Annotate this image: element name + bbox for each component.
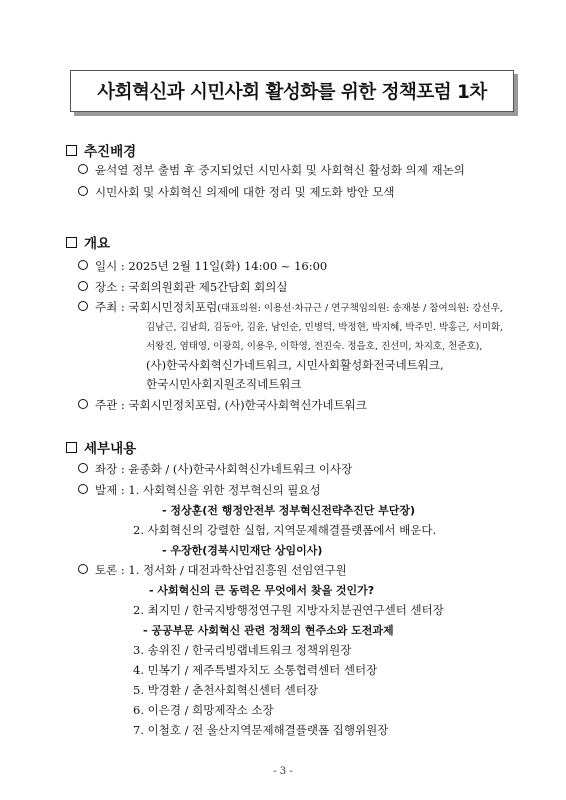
page-number: - 3 - xyxy=(273,766,293,777)
background-item-2: 시민사회 및 사회혁신 의제에 대한 정리 및 제도화 방안 모색 xyxy=(78,185,395,200)
details-presentation: 발제 : 1. 사회혁신을 위한 정부혁신의 필요성 xyxy=(78,483,321,498)
discussion-2-topic: - 공공부문 사회혁신 관련 정책의 현주소와 도전과제 xyxy=(143,624,394,637)
section-details-heading: 세부내용 xyxy=(66,437,136,457)
discussion-4: 4. 민복기 / 제주특별자치도 소통협력센터 센터장 xyxy=(133,663,378,677)
discussion-2: 2. 최지민 / 한국지방행정연구원 지방자치분권연구센터 센터장 xyxy=(133,603,444,617)
circle-bullet-icon xyxy=(78,399,88,409)
discussion-6: 6. 이은경 / 희망제작소 소장 xyxy=(133,703,274,717)
circle-bullet-icon xyxy=(78,301,88,311)
presentation-2-speaker: - 우장한(경북시민재단 상임이사) xyxy=(162,544,323,557)
section-overview-heading: 개요 xyxy=(66,232,110,252)
square-bullet-icon xyxy=(66,237,77,248)
overview-date: 일시 : 2025년 2월 11일(화) 14:00 ~ 16:00 xyxy=(78,259,327,274)
overview-host-orgs-2: 한국시민사회지원조직네트워크 xyxy=(146,377,302,391)
circle-bullet-icon xyxy=(78,186,88,196)
background-item-1: 윤석열 정부 출범 후 중지되었던 시민사회 및 사회혁신 활성화 의제 재논의 xyxy=(78,163,465,178)
overview-place: 장소 : 국회의원회관 제5간담회 회의실 xyxy=(78,280,287,295)
document-title: 사회혁신과 시민사회 활성화를 위한 정책포럼 1차 xyxy=(97,82,487,103)
circle-bullet-icon xyxy=(78,564,88,574)
overview-host-members-3: 서왕진, 염태영, 이광희, 이용우, 이학영, 전진숙. 정을호, 진선미, 차지호, 천준호), xyxy=(146,341,483,352)
section-background-heading: 추진배경 xyxy=(66,140,136,160)
discussion-1-topic: - 사회혁신의 큰 동력은 무엇에서 찾을 것인가? xyxy=(149,584,375,597)
circle-bullet-icon xyxy=(78,484,88,494)
circle-bullet-icon xyxy=(78,164,88,174)
circle-bullet-icon xyxy=(78,260,88,270)
discussion-5: 5. 박경환 / 춘천사회혁신센터 센터장 xyxy=(133,683,318,697)
overview-host-members-2: 김남근, 김남희, 김동아, 김윤, 남인순, 민병덕, 박정현, 박지혜, 박주민. 박홍근, 서미화, xyxy=(146,322,504,333)
overview-organizer: 주관 : 국회시민정치포럼, (사)한국사회혁신가네트워크 xyxy=(78,398,367,413)
details-discussion: 토론 : 1. 정서화 / 대전과학산업진흥원 선임연구원 xyxy=(78,563,347,578)
presentation-2: 2. 사회혁신의 강렬한 실험, 지역문제해결플랫폼에서 배운다. xyxy=(133,523,437,537)
square-bullet-icon xyxy=(66,145,77,156)
overview-host: 주최 : 국회시민정치포럼(대표의원: 이용선·차규근 / 연구책임의원: 송재봉 / 참여의원: 강선우, xyxy=(78,300,503,316)
presentation-1-speaker: - 정상훈(전 행정안전부 정부혁신전략추진단 부단장) xyxy=(162,504,416,517)
document-title-box xyxy=(70,70,514,112)
circle-bullet-icon xyxy=(78,281,88,291)
square-bullet-icon xyxy=(66,442,77,453)
overview-host-orgs-1: (사)한국사회혁신가네트워크, 시민사회활성화전국네트워크, xyxy=(146,358,444,372)
discussion-7: 7. 이철호 / 전 울산지역문제해결플랫폼 집행위원장 xyxy=(133,723,389,737)
circle-bullet-icon xyxy=(78,463,88,473)
details-chair: 좌장 : 윤종화 / (사)한국사회혁신가네트워크 이사장 xyxy=(78,462,352,477)
discussion-3: 3. 송위진 / 한국리빙랩네트워크 정책위원장 xyxy=(133,643,352,657)
